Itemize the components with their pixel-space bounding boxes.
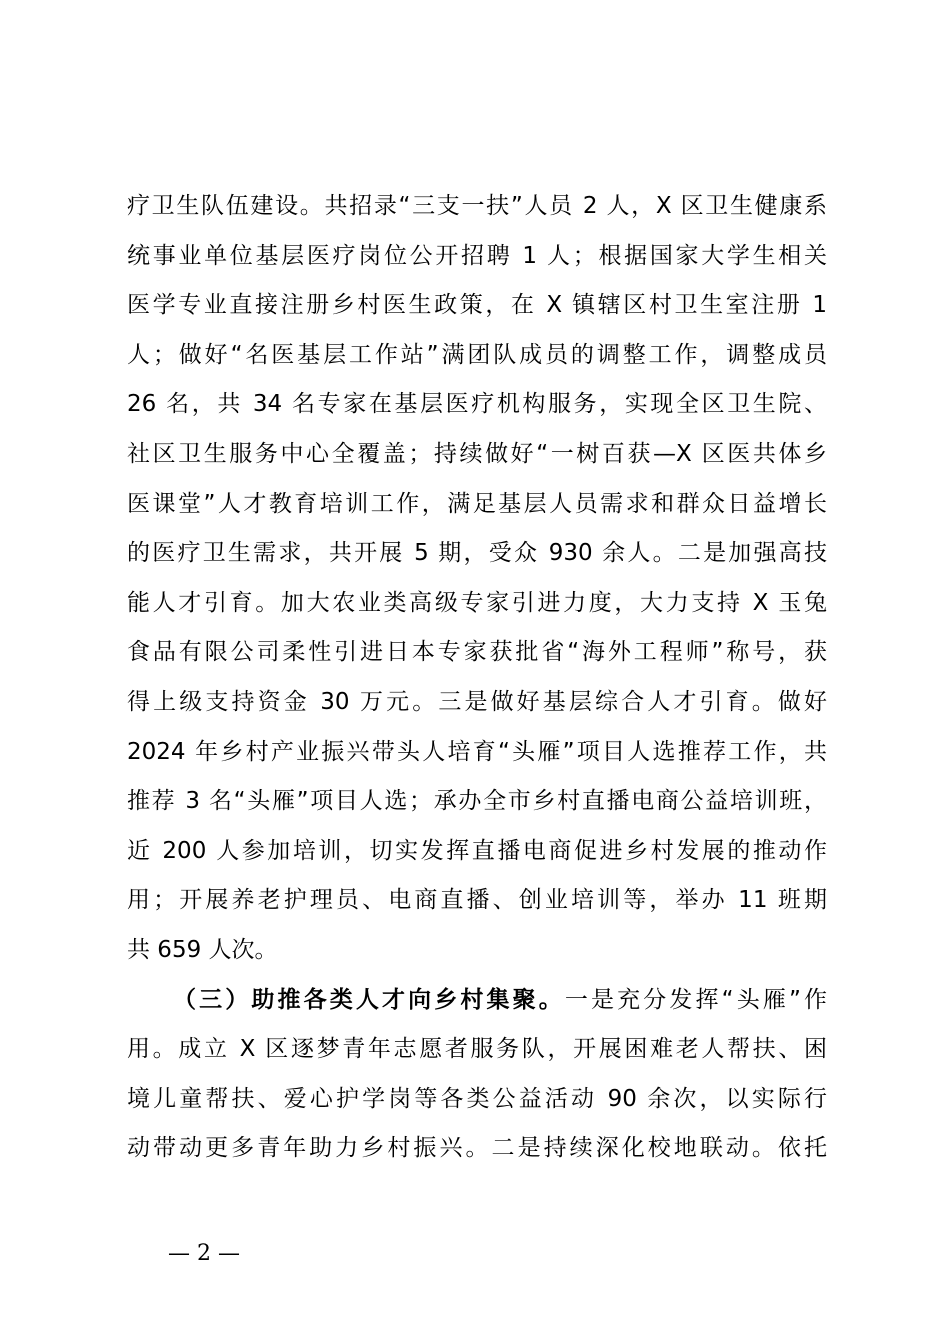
text-line: 境儿童帮扶、爱心护学岗等各类公益活动 90 余次，以实际行 [127,1085,827,1112]
section-heading-line [127,976,827,1026]
text-line: 共 659 人次。 [127,936,278,963]
text-line: 疗卫生队伍建设。共招录“三支一扶”人员 2 人，X 区卫生健康系 [127,193,827,219]
text-line: 近 200 人参加培训，切实发挥直播电商促进乡村发展的推动作 [127,837,827,864]
text-line: 用；开展养老护理员、电商直播、创业培训等，举办 11 班期 [127,887,827,914]
text-line: 社区卫生服务中心全覆盖；持续做好“一树百获—X 区医共体乡 [127,440,827,467]
text-line: 的医疗卫生需求，共开展 5 期，受众 930 余人。二是加强高技 [127,540,827,567]
text-line: 用。成立 X 区逐梦青年志愿者服务队，开展困难老人帮扶、困 [127,1036,827,1063]
text-run: 一是充分发挥“头雁”作 [564,986,827,1013]
text-line: 人；做好“名医基层工作站”满团队成员的调整工作，调整成员 [127,341,827,368]
text-line: 26 名，共 34 名专家在基层医疗机构服务，实现全区卫生院、 [127,391,827,418]
text-line: 得上级支持资金 30 万元。三是做好基层综合人才引育。做好 [127,688,827,715]
paragraph-rural-talent-gathering [127,976,827,1174]
text-line: 动带动更多青年助力乡村振兴。二是持续深化校地联动。依托 [127,1135,827,1162]
paragraph-talent-recruitment [127,182,827,976]
section-heading: （三）助推各类人才向乡村集聚。 [173,986,565,1013]
text-line: 2024 年乡村产业振兴带头人培育“头雁”项目人选推荐工作，共 [127,738,827,765]
text-line: 能人才引育。加大农业类高级专家引进力度，大力支持 X 玉兔 [127,589,827,616]
text-line: 医课堂”人才教育培训工作，满足基层人员需求和群众日益增长 [127,490,827,517]
page-number: — 2 — [168,1241,240,1266]
text-line: 统事业单位基层医疗岗位公开招聘 1 人；根据国家大学生相关 [127,242,827,269]
text-line: 医学专业直接注册乡村医生政策，在 X 镇辖区村卫生室注册 1 [127,292,827,319]
text-line: 推荐 3 名“头雁”项目人选；承办全市乡村直播电商公益培训班， [127,788,827,815]
document-body [127,182,827,1174]
text-line: 食品有限公司柔性引进日本专家获批省“海外工程师”称号，获 [127,639,827,666]
